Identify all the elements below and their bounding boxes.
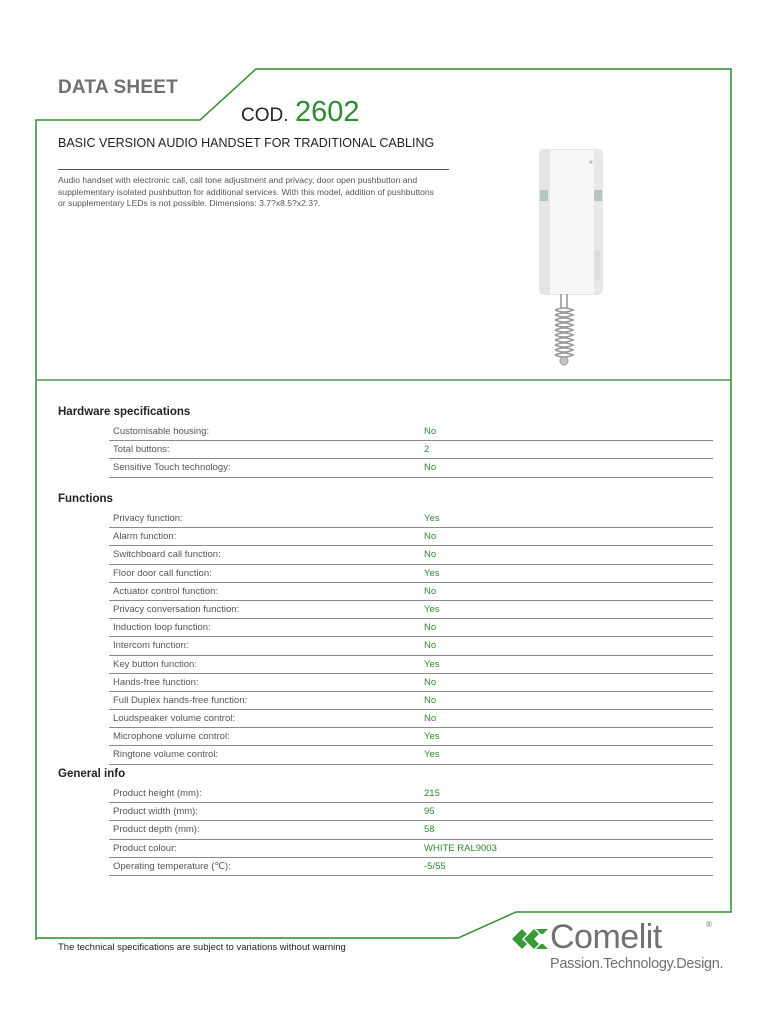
footer-disclaimer: The technical specifications are subject to variations without warning [58, 942, 346, 953]
title-divider [58, 169, 449, 170]
table-row [109, 637, 713, 655]
spec-value: -5/55 [424, 860, 446, 872]
logo-tagline: Passion.Technology.Design. [550, 956, 724, 972]
table-row [109, 565, 713, 583]
spec-label: Full Duplex hands-free function: [113, 694, 248, 706]
section-title: Functions [58, 493, 113, 505]
spec-label: Product colour: [113, 842, 177, 854]
spec-table [109, 785, 713, 876]
spec-value: No [424, 694, 437, 706]
spec-label: Actuator control function: [113, 585, 219, 597]
spec-label: Loudspeaker volume control: [113, 713, 235, 725]
table-row [109, 728, 713, 746]
spec-label: Total buttons: [113, 444, 170, 456]
spec-label: Induction loop function: [113, 622, 211, 634]
product-description: Audio handset with electronic call, call tone adjustment and privacy, door open pushbutton and supplementary isolated pushbutton for additional services. With this model, addition of pushbuttons or supplementary LEDs is not possible. Dimensions: 3.7?x8.5?x2.3?. [58, 175, 434, 208]
spec-label: Sensitive Touch technology: [113, 462, 231, 474]
table-row [109, 546, 713, 564]
product-code [241, 96, 359, 129]
table-row [109, 528, 713, 546]
spec-label: Hands-free function: [113, 676, 199, 688]
table-row [109, 459, 713, 477]
spec-value: WHITE RAL9003 [424, 842, 497, 854]
spec-label: Intercom function: [113, 640, 189, 652]
logo-wordmark: Comelit [550, 918, 662, 956]
spec-value: 95 [424, 806, 435, 818]
table-row [109, 510, 713, 528]
spec-value: No [424, 585, 437, 597]
functions-section [58, 493, 713, 765]
spec-value: 215 [424, 788, 440, 799]
table-row [109, 710, 713, 728]
table-row [109, 785, 713, 803]
spec-label: Operating temperature (℃): [113, 860, 231, 872]
spec-value: 2 [424, 444, 430, 456]
table-row [109, 674, 713, 692]
spec-value: No [424, 531, 437, 543]
registered-mark: ® [706, 920, 712, 929]
spec-label: Switchboard call function: [113, 549, 221, 561]
section-title: Hardware specifications [58, 406, 191, 418]
spec-value: No [424, 676, 437, 688]
spec-label: Customisable housing: [113, 426, 210, 437]
spec-value: Yes [424, 749, 440, 761]
spec-value: No [424, 713, 437, 725]
table-row [109, 840, 713, 858]
spec-table [109, 423, 713, 478]
spec-value: Yes [424, 603, 440, 615]
table-row [109, 858, 713, 876]
spec-value: No [424, 622, 437, 634]
table-row [109, 746, 713, 764]
table-row [109, 692, 713, 710]
comelit-logo [512, 918, 724, 975]
spec-label: Product width (mm): [113, 806, 198, 818]
spec-value: Yes [424, 513, 440, 524]
table-row [109, 583, 713, 601]
spec-label: Microphone volume control: [113, 731, 230, 743]
general-info-section [58, 768, 713, 876]
spec-label: Product depth (mm): [113, 824, 200, 836]
spec-value: Yes [424, 567, 440, 579]
spec-label: Product height (mm): [113, 788, 202, 799]
product-title: BASIC VERSION AUDIO HANDSET FOR TRADITIONAL CABLING [58, 136, 435, 150]
table-row [109, 601, 713, 619]
document-type-title: DATA SHEET [58, 77, 178, 98]
spec-value: No [424, 426, 437, 437]
spec-label: Alarm function: [113, 531, 177, 543]
table-row [109, 803, 713, 821]
spec-table [109, 510, 713, 765]
table-row [109, 423, 713, 441]
spec-value: No [424, 462, 437, 474]
table-row [109, 441, 713, 459]
spec-label: Floor door call function: [113, 567, 212, 579]
spec-label: Key button function: [113, 658, 197, 670]
table-row [109, 821, 713, 839]
spec-value: No [424, 640, 437, 652]
spec-value: Yes [424, 658, 440, 670]
spec-label: Ringtone volume control: [113, 749, 219, 761]
product-code-label: COD. [241, 105, 289, 126]
spec-value: No [424, 549, 437, 561]
table-row [109, 656, 713, 674]
hardware-specifications-section [58, 406, 713, 478]
handset-product-image [515, 140, 685, 375]
spec-label: Privacy function: [113, 513, 183, 524]
comelit-mark-icon [512, 924, 548, 954]
product-code-number: 2602 [294, 96, 360, 128]
table-row [109, 619, 713, 637]
spec-label: Privacy conversation function: [113, 603, 240, 615]
section-title: General info [58, 768, 126, 780]
spec-value: 58 [424, 824, 435, 836]
spec-value: Yes [424, 731, 440, 743]
